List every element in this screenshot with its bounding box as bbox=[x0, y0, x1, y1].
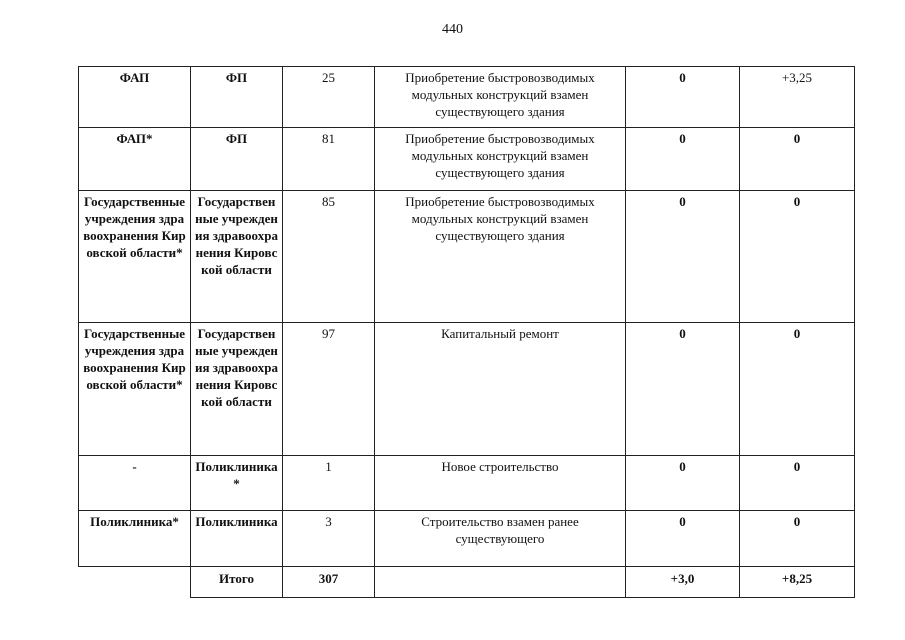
count-cell: 97 bbox=[283, 323, 375, 456]
organization-cell: - bbox=[79, 456, 191, 511]
table-row bbox=[79, 323, 855, 456]
table-row bbox=[79, 511, 855, 567]
page-number: 440 bbox=[442, 22, 463, 37]
value-1-cell: 0 bbox=[626, 323, 740, 456]
value-1-cell: 0 bbox=[626, 128, 740, 191]
value-2-cell: 0 bbox=[740, 128, 855, 191]
action-cell: Новое строительство bbox=[375, 456, 626, 511]
value-2-cell: 0 bbox=[740, 511, 855, 567]
facility-type-cell: ФП bbox=[191, 128, 283, 191]
action-cell: Капитальный ремонт bbox=[375, 323, 626, 456]
total-value-1: +3,0 bbox=[626, 567, 740, 598]
count-cell: 25 bbox=[283, 67, 375, 128]
action-cell: Строительство взамен ранее существующего bbox=[375, 511, 626, 567]
facility-type-cell: ФП bbox=[191, 67, 283, 128]
value-1-cell: 0 bbox=[626, 191, 740, 323]
table-row bbox=[79, 191, 855, 323]
table-row bbox=[79, 456, 855, 511]
count-cell: 85 bbox=[283, 191, 375, 323]
facility-type-cell: Поликлиника bbox=[191, 511, 283, 567]
table-row bbox=[79, 67, 855, 128]
action-cell: Приобретение быстровозводимых модульных конструкций взамен существующего здания bbox=[375, 67, 626, 128]
action-cell: Приобретение быстровозводимых модульных конструкций взамен существующего здания bbox=[375, 128, 626, 191]
organization-cell: Государственные учреждения здравоохранения Кировской области* bbox=[79, 191, 191, 323]
count-cell: 3 bbox=[283, 511, 375, 567]
action-cell: Приобретение быстровозводимых модульных конструкций взамен существующего здания bbox=[375, 191, 626, 323]
value-2-cell: 0 bbox=[740, 323, 855, 456]
facility-type-cell: Государственные учреждения здравоохранения Кировской области bbox=[191, 191, 283, 323]
empty-cell bbox=[79, 567, 191, 598]
value-1-cell: 0 bbox=[626, 456, 740, 511]
value-2-cell: 0 bbox=[740, 191, 855, 323]
value-2-cell: 0 bbox=[740, 456, 855, 511]
organization-cell: Государственные учреждения здравоохранения Кировской области* bbox=[79, 323, 191, 456]
total-value-2: +8,25 bbox=[740, 567, 855, 598]
facility-type-cell: Поликлиника* bbox=[191, 456, 283, 511]
value-1-cell: 0 bbox=[626, 67, 740, 128]
table-body bbox=[79, 67, 855, 598]
table-row bbox=[79, 128, 855, 191]
facility-type-cell: Государственные учреждения здравоохранения Кировской области bbox=[191, 323, 283, 456]
value-2-cell: +3,25 bbox=[740, 67, 855, 128]
organization-cell: ФАП* bbox=[79, 128, 191, 191]
data-table bbox=[78, 66, 855, 598]
count-cell: 1 bbox=[283, 456, 375, 511]
value-1-cell: 0 bbox=[626, 511, 740, 567]
count-cell: 81 bbox=[283, 128, 375, 191]
total-count: 307 bbox=[283, 567, 375, 598]
organization-cell: ФАП bbox=[79, 67, 191, 128]
total-label: Итого bbox=[191, 567, 283, 598]
organization-cell: Поликлиника* bbox=[79, 511, 191, 567]
total-row bbox=[79, 567, 855, 598]
total-action bbox=[375, 567, 626, 598]
